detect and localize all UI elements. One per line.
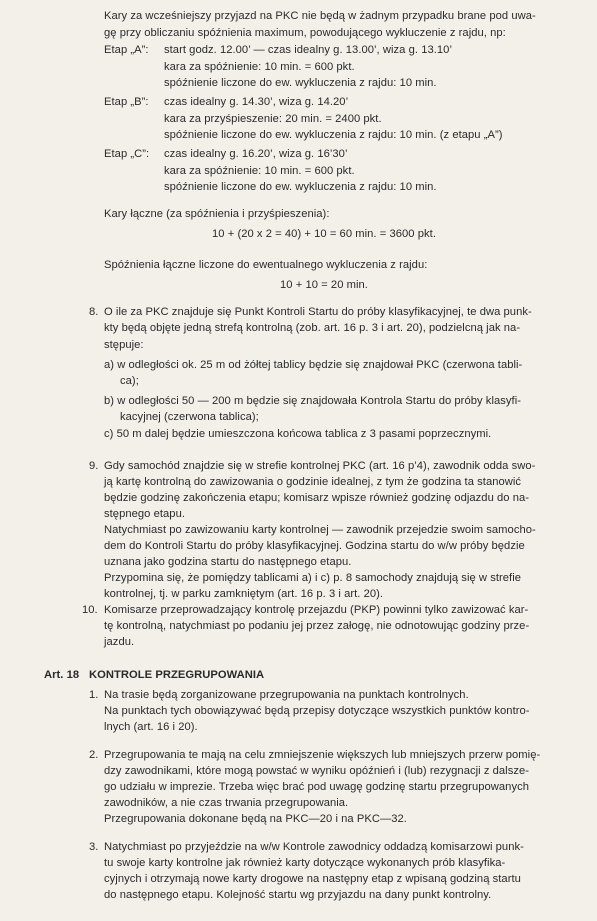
intro-line-2: gę przy obliczaniu spóźnienia maximum, powodującego wykluczenie z rajdu, np: (104, 27, 506, 39)
item-8-line-1: O ile za PKC znajduje się Punkt Kontroli Startu do próby klasyfikacyjnej, te dwa punk- (104, 306, 532, 318)
stage-b-line-1: czas idealny g. 14.30’, wiza g. 14.20’ (164, 96, 349, 108)
stage-a-label: Etap „A”: (104, 44, 149, 56)
art-item-1-line-1: Na trasie będą zorganizowane przegrupowania na punktach kontrolnych. (104, 689, 469, 701)
item-9-line-4: stępnego etapu. (104, 508, 185, 520)
stage-c-line-3: spóźnienie liczone do ew. wykluczenia z rajdu: 10 min. (164, 181, 437, 193)
art-item-2-line-4: zawodników, a nie czas trwania przegrupowania. (104, 797, 349, 809)
stage-a-line-2: kara za spóźnienie: 10 min. = 600 pkt. (164, 61, 355, 73)
art-item-2-line-2: dzy zawodnikami, które mogą powstać w wyniku opóźnień i (lub) rezygnacji z dalsze- (104, 765, 530, 777)
art-item-2-line-1: Przegrupowania te mają na celu zmniejszenie większych lub mniejszych przerw pomię- (104, 749, 541, 761)
art-item-1-number: 1. (89, 689, 99, 701)
item-9-line-3: będzie godzinę zakończenia etapu; komisarz wpisze również godzinę odjazdu do na- (104, 492, 530, 504)
art-item-3-number: 3. (89, 841, 99, 853)
item-8-a-line-1: a) w odległości ok. 25 m od żółtej tablicy będzie się znajdował PKC (czerwona tabli- (104, 359, 523, 371)
item-9-line-1: Gdy samochód znajdzie się w strefie kontrolnej PKC (art. 16 p’4), zawodnik odda swo- (104, 460, 536, 472)
penalties-label: Kary łączne (za spóźnienia i przyśpieszenia): (104, 208, 330, 220)
intro-line-1: Kary za wcześniejszy przyjazd na PKC nie będą w żadnym przypadku brane pod uwa- (104, 10, 536, 22)
art-item-1-line-2: Na punktach tych obowiązywać będą przepisy dotyczące wszystkich punktów kontro- (104, 705, 530, 717)
art-item-2-line-3: go udziału w imprezie. Trzeba więc brać pod uwagę godzinę startu przegrupowanych (104, 781, 530, 793)
item-9-line-5: Natychmiast po zawizowaniu karty kontrolnej — zawodnik przejedzie swoim samocho- (104, 524, 536, 536)
art-item-3-line-3: cyjnych i otrzymają nowe karty drogowe na następny etap z wpisaną godziną startu (104, 873, 521, 885)
article-label: Art. 18 (44, 669, 80, 681)
art-item-2-number: 2. (89, 749, 99, 761)
item-9-line-7: uznana jako godzina startu do następnego etapu. (104, 556, 352, 568)
item-8-c-line-1: c) 50 m dalej będzie umieszczona końcowa tablica z 3 pasami poprzecznymi. (104, 428, 492, 440)
stage-b-line-2: kara za przyśpieszenie: 20 min. = 2400 pkt. (164, 113, 382, 125)
stage-c-line-2: kara za spóźnienie: 10 min. = 600 pkt. (164, 165, 355, 177)
item-9-line-9: kontrolnej, tj. w parku zamkniętym (art. 16 p. 3 i art. 20). (104, 588, 384, 600)
item-8-line-2: kty będą objęte jedną strefą kontrolną (zob. art. 16 p. 3 i art. 20), podzielc​ną jak na- (104, 322, 521, 334)
item-10-line-2: tę kontrolną, natychmiast po podaniu jej przez załogę, nie odnotowując godziny prze- (104, 620, 530, 632)
art-item-1-line-3: lnych (art. 16 i 20). (104, 721, 198, 733)
item-8-a-line-2: ca); (120, 375, 139, 387)
item-9-line-2: ją kartę kontrolną do zawizowania o godzinie idealnej, z tym że godzina ta stanowić (104, 476, 522, 488)
delays-label: Spóźnienia łączne liczone do ewentualnego wykluczenia z rajdu: (104, 259, 428, 271)
stage-b-line-3: spóźnienie liczone do ew. wykluczenia z rajdu: 10 min. (z etapu „A”) (164, 129, 503, 141)
stage-a-line-1: start godz. 12.00’ — czas idealny g. 13.00’, wiza g. 13.10’ (164, 44, 452, 56)
art-item-3-line-2: tu swoje karty kontrolne jak również karty dotyczące wykonanych prób klasyfika- (104, 857, 506, 869)
delays-formula: 10 + 10 = 20 min. (280, 279, 368, 291)
stage-b-label: Etap „B”: (104, 96, 149, 108)
article-title: KONTROLE PRZEGRUPOWANIA (89, 669, 265, 681)
item-10-line-1: Komisarze przeprowadzający kontrolę przejazdu (PKP) powinni tylko zawizować kar- (104, 604, 529, 616)
art-item-3-line-4: do następnego etapu. Kolejność startu wg przyjazdu na dany punkt kontrolny. (104, 889, 492, 901)
art-item-3-line-1: Natychmiast po przyjeździe na w/w Kontrole zawodnicy oddadzą komisarzowi punk- (104, 841, 524, 853)
item-8-b-line-1: b) w odległości 50 — 200 m będzie się znajdowała Kontrola Startu do próby klasyfi- (104, 395, 522, 407)
item-9-number: 9. (89, 460, 99, 472)
item-8-number: 8. (89, 306, 99, 318)
penalties-formula: 10 + (20 x 2 = 40) + 10 = 60 min. = 3600 pkt. (212, 228, 436, 240)
item-9-line-8: Przypomina się, że pomiędzy tablicami a) i c) p. 8 samochody znajdują się w strefie (104, 572, 522, 584)
stage-c-line-1: czas idealny g. 16.20’, wiza g. 16’30’ (164, 148, 348, 160)
item-8-line-3: stępuje: (104, 339, 144, 351)
item-10-number: 10. (82, 604, 98, 616)
item-10-line-3: jazdu. (104, 636, 135, 648)
item-9-line-6: dem do Kontroli Startu do próby klasyfikacyjnej. Godzina startu do w/w próby będzie (104, 540, 525, 552)
stage-c-label: Etap „C”: (104, 148, 150, 160)
stage-a-line-3: spóźnienie liczone do ew. wykluczenia z rajdu: 10 min. (164, 77, 437, 89)
art-item-2-line-5: Przegrupowania dokonane będą na PKC—20 i na PKC—32. (104, 813, 407, 825)
item-8-b-line-2: kacyjnej (czerwona tablica); (120, 411, 259, 423)
